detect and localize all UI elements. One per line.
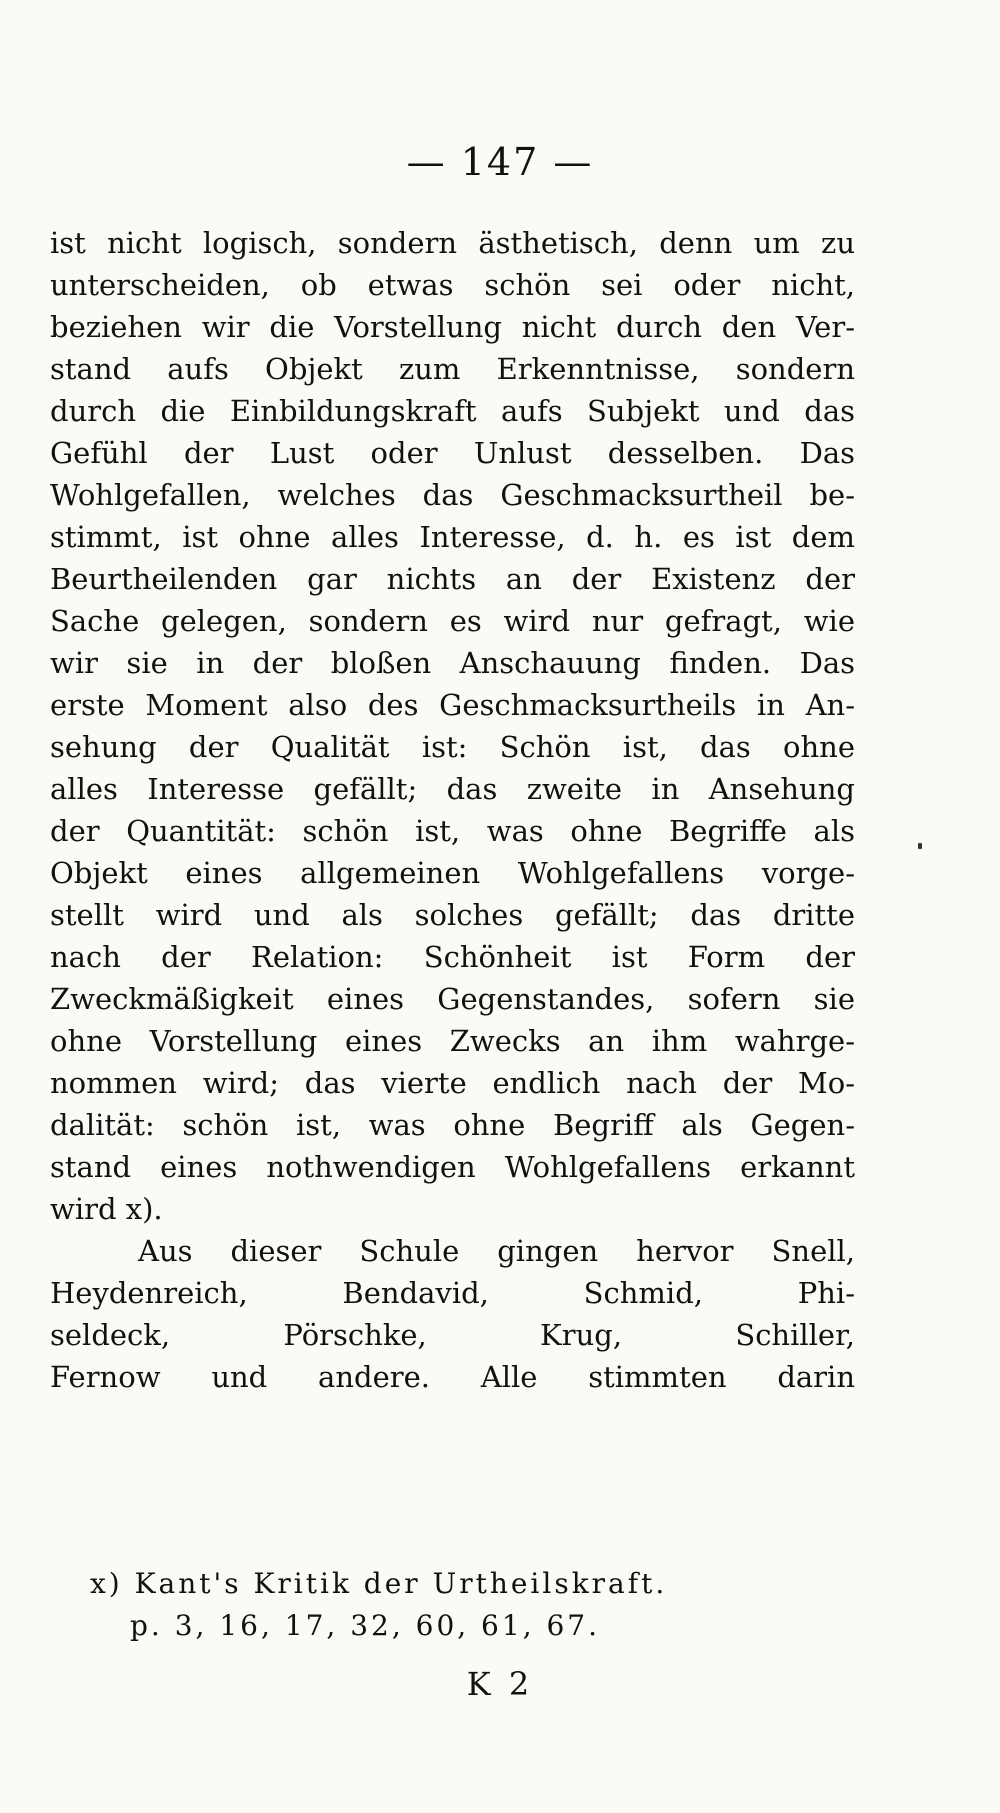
text-line: Sache gelegen, sondern es wird nur gefragt, wie: [50, 604, 855, 638]
text-line: nach der Relation: Schönheit ist Form der: [50, 940, 855, 974]
text-line: Fernow und andere. Alle stimmten darin: [50, 1360, 855, 1394]
text-line: sehung der Qualität ist: Schön ist, das ohne: [50, 730, 855, 764]
text-line: ist nicht logisch, sondern ästhetisch, denn um zu: [50, 226, 855, 260]
signature-mark: K 2: [466, 1665, 534, 1703]
text-line: alles Interesse gefällt; das zweite in Ansehung: [50, 772, 855, 806]
page-number: — 147 —: [406, 140, 594, 184]
text-line: Heydenreich, Bendavid, Schmid, Phi-: [50, 1276, 855, 1310]
text-line: stand aufs Objekt zum Erkenntnisse, sondern: [50, 352, 855, 386]
text-line: stand eines nothwendigen Wohlgefallens erkannt: [50, 1150, 855, 1184]
text-line: wir sie in der bloßen Anschauung finden. Das: [50, 646, 855, 680]
text-line: Gefühl der Lust oder Unlust desselben. Das: [50, 436, 855, 470]
paragraph-start-line: Aus dieser Schule gingen hervor Snell,: [138, 1234, 855, 1268]
text-line: seldeck, Pörschke, Krug, Schiller,: [50, 1318, 855, 1352]
text-line: durch die Einbildungskraft aufs Subjekt und das: [50, 394, 855, 428]
text-line: ohne Vorstellung eines Zwecks an ihm wahrge-: [50, 1024, 855, 1058]
footnote: [90, 1563, 855, 1647]
footnote-line: x) Kant's Kritik der Urtheilskraft.: [90, 1567, 668, 1600]
text-line: der Quantität: schön ist, was ohne Begriffe als: [50, 814, 855, 848]
text-line: unterscheiden, ob etwas schön sei oder nicht,: [50, 268, 855, 302]
text-line: nommen wird; das vierte endlich nach der Mo-: [50, 1066, 855, 1100]
text-line: stimmt, ist ohne alles Interesse, d. h. es ist dem: [50, 520, 855, 554]
text-line: beziehen wir die Vorstellung nicht durch den Ver-: [50, 310, 855, 344]
scan-speck: [918, 843, 922, 849]
text-line: Beurtheilenden gar nichts an der Existenz der: [50, 562, 855, 596]
text-line: erste Moment also des Geschmacksurtheils in An-: [50, 688, 855, 722]
text-line: wird x).: [50, 1192, 163, 1226]
body-text: [50, 222, 855, 1398]
text-line: stellt wird und als solches gefällt; das dritte: [50, 898, 855, 932]
footnote-line: p. 3, 16, 17, 32, 60, 61, 67.: [130, 1609, 601, 1642]
text-line: Objekt eines allgemeinen Wohlgefallens vorge-: [50, 856, 855, 890]
text-line: Wohlgefallen, welches das Geschmacksurtheil be-: [50, 478, 855, 512]
text-line: Zweckmäßigkeit eines Gegenstandes, sofern sie: [50, 982, 855, 1016]
text-line: dalität: schön ist, was ohne Begriff als Gegen-: [50, 1108, 855, 1142]
